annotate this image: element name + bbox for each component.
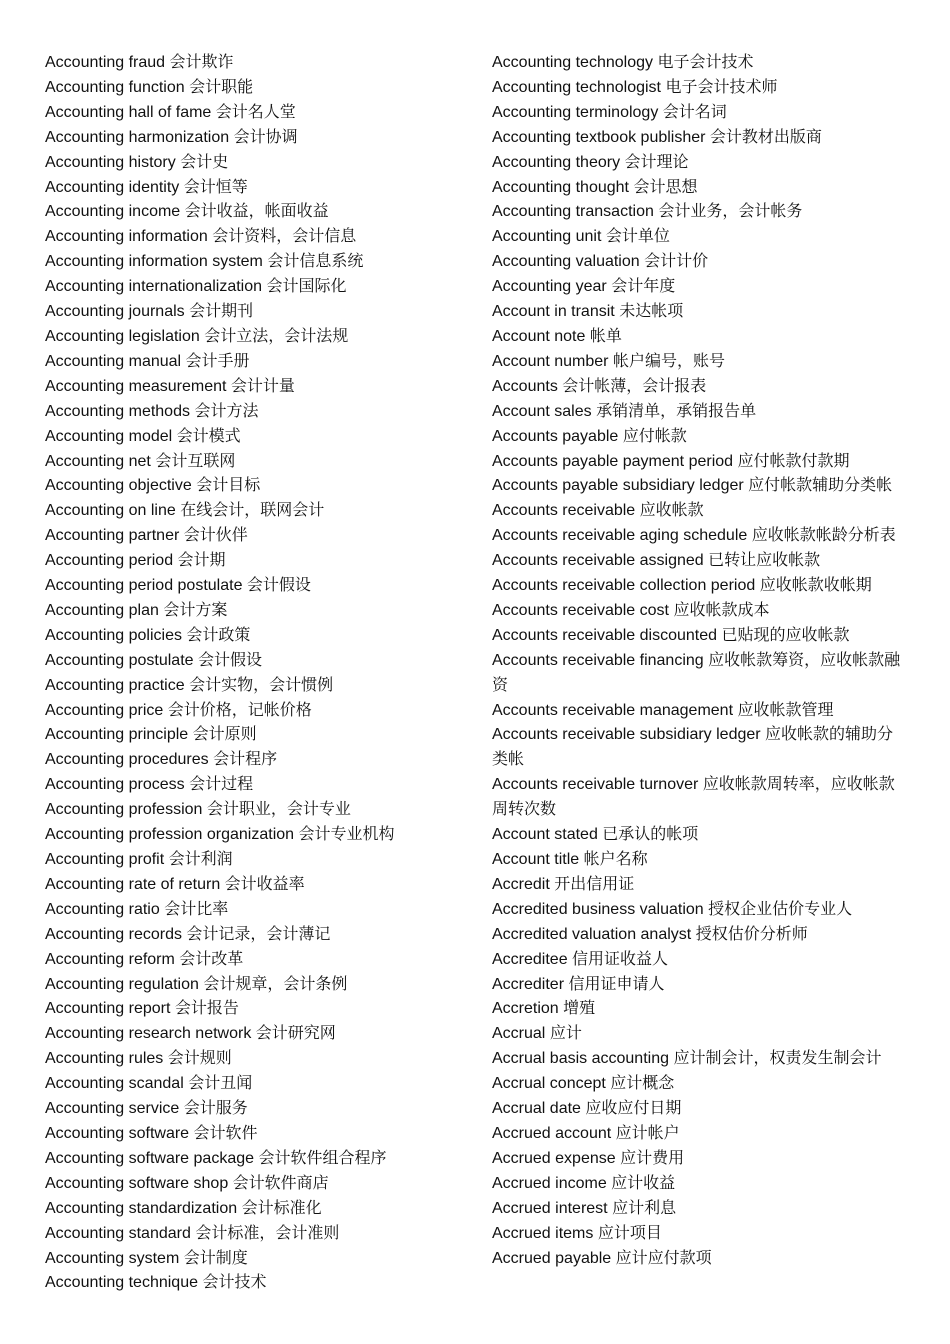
entry-term: Accrual xyxy=(492,1025,546,1043)
entry-term: Accounts receivable discounted xyxy=(492,626,718,644)
glossary-entry xyxy=(45,400,475,425)
glossary-entry xyxy=(492,101,907,126)
entry-translation: 会计标准，会计准则 xyxy=(195,1224,340,1242)
entry-translation: 会计名人堂 xyxy=(215,103,296,121)
glossary-entry xyxy=(45,948,475,973)
entry-term: Accounting software package xyxy=(45,1149,255,1167)
entry-translation: 应计应付款项 xyxy=(615,1249,712,1267)
glossary-entry xyxy=(492,699,907,724)
entry-translation: 已转让应收帐款 xyxy=(708,552,821,570)
entry-term: Accounting harmonization xyxy=(45,128,230,146)
entry-term: Accounts receivable collection period xyxy=(492,577,756,595)
entry-term: Accounting reform xyxy=(45,950,175,968)
glossary-entry xyxy=(492,450,907,475)
glossary-entry xyxy=(45,151,475,176)
entry-term: Accounting on line xyxy=(45,502,176,520)
entry-translation: 会计协调 xyxy=(233,128,298,146)
entry-term: Accrued income xyxy=(492,1174,607,1192)
glossary-entry xyxy=(45,225,475,250)
entry-translation: 帐单 xyxy=(589,327,622,345)
entry-term: Accounting terminology xyxy=(492,103,659,121)
entry-term: Accounting information system xyxy=(45,253,263,271)
glossary-entry xyxy=(492,151,907,176)
entry-term: Accounting transaction xyxy=(492,203,654,221)
entry-term: Accounting technique xyxy=(45,1274,198,1292)
entry-translation: 会计教材出版商 xyxy=(709,128,822,146)
entry-translation: 会计思想 xyxy=(633,178,698,196)
glossary-entry xyxy=(492,375,907,400)
entry-translation: 应计利息 xyxy=(612,1199,677,1217)
entry-term: Accounting information xyxy=(45,228,208,246)
glossary-entry xyxy=(45,425,475,450)
entry-term: Accounting report xyxy=(45,1000,171,1018)
entry-term: Accounting regulation xyxy=(45,975,199,993)
glossary-entry xyxy=(492,76,907,101)
glossary-entry xyxy=(492,1047,907,1072)
glossary-entry xyxy=(492,723,907,773)
glossary-entry xyxy=(45,450,475,475)
entry-translation: 会计比率 xyxy=(164,900,229,918)
glossary-entry xyxy=(492,873,907,898)
glossary-entry xyxy=(45,126,475,151)
entry-translation: 会计原则 xyxy=(192,726,257,744)
glossary-entry xyxy=(492,200,907,225)
entry-term: Accounting partner xyxy=(45,527,180,545)
entry-translation: 会计业务，会计帐务 xyxy=(658,203,803,221)
entry-translation: 会计帐薄，会计报表 xyxy=(562,377,707,395)
entry-term: Accounting standard xyxy=(45,1224,191,1242)
entry-term: Accounting period postulate xyxy=(45,577,243,595)
entry-translation: 会计名词 xyxy=(662,103,727,121)
entry-term: Accounts receivable management xyxy=(492,701,734,719)
entry-translation: 承销清单，承销报告单 xyxy=(596,402,757,420)
entry-term: Accounting year xyxy=(492,278,607,296)
glossary-entry xyxy=(45,1271,475,1296)
entry-translation: 应计帐户 xyxy=(615,1124,680,1142)
entry-translation: 会计改革 xyxy=(179,950,244,968)
glossary-entry xyxy=(492,823,907,848)
glossary-entry xyxy=(492,848,907,873)
entry-translation: 会计收益，帐面收益 xyxy=(184,203,329,221)
glossary-entry xyxy=(45,499,475,524)
glossary-entry xyxy=(45,723,475,748)
glossary-entry xyxy=(492,649,907,699)
glossary-entry xyxy=(492,250,907,275)
glossary-entry xyxy=(45,574,475,599)
entry-translation: 应收帐款成本 xyxy=(673,601,770,619)
glossary-entry xyxy=(45,973,475,998)
glossary-entry xyxy=(492,524,907,549)
glossary-entry xyxy=(492,773,907,823)
entry-term: Accounting technology xyxy=(492,54,653,71)
entry-term: Accounting rate of return xyxy=(45,875,221,893)
entry-translation: 帐户编号，账号 xyxy=(612,352,725,370)
entry-term: Accredited valuation analyst xyxy=(492,925,692,943)
entry-translation: 应收帐款筹资，应收帐款融资 xyxy=(492,651,901,694)
entry-term: Accrued interest xyxy=(492,1199,608,1217)
entry-term: Account stated xyxy=(492,826,598,844)
entry-term: Accredit xyxy=(492,875,550,893)
entry-translation: 会计价格，记帐价格 xyxy=(167,701,312,719)
glossary-entry xyxy=(45,773,475,798)
glossary-entry xyxy=(492,948,907,973)
entry-translation: 会计互联网 xyxy=(155,452,236,470)
entry-term: Accredited business valuation xyxy=(492,900,704,918)
entry-term: Accounting software shop xyxy=(45,1174,229,1192)
entry-term: Accounting measurement xyxy=(45,377,227,395)
entry-term: Accounts payable subsidiary ledger xyxy=(492,477,744,495)
entry-term: Accounting process xyxy=(45,776,185,794)
glossary-entry xyxy=(45,524,475,549)
entry-term: Accounting theory xyxy=(492,153,621,171)
entry-translation: 会计标准化 xyxy=(241,1199,322,1217)
entry-term: Accounting profit xyxy=(45,851,165,868)
glossary-entry xyxy=(45,101,475,126)
glossary-entry xyxy=(45,176,475,201)
entry-term: Accrual concept xyxy=(492,1075,606,1093)
entry-translation: 会计实物，会计惯例 xyxy=(189,676,334,694)
glossary-entry xyxy=(492,997,907,1022)
entry-translation: 会计软件商店 xyxy=(232,1174,329,1192)
glossary-entry xyxy=(45,1197,475,1222)
glossary-entry xyxy=(492,898,907,923)
entry-term: Accounting net xyxy=(45,452,151,470)
entry-term: Accounting rules xyxy=(45,1050,164,1068)
glossary-entry xyxy=(45,699,475,724)
glossary-entry xyxy=(45,798,475,823)
entry-translation: 会计欺诈 xyxy=(169,54,234,71)
entry-translation: 会计服务 xyxy=(183,1100,248,1118)
entry-term: Accounting manual xyxy=(45,352,182,370)
entry-translation: 应计概念 xyxy=(610,1075,675,1093)
entry-translation: 会计计价 xyxy=(644,253,709,271)
glossary-entry xyxy=(45,1097,475,1122)
glossary-entry xyxy=(492,275,907,300)
entry-term: Accounts receivable assigned xyxy=(492,552,704,570)
entry-translation: 会计丑闻 xyxy=(188,1075,253,1093)
entry-translation: 开出信用证 xyxy=(554,875,635,893)
entry-translation: 会计方案 xyxy=(163,601,228,619)
glossary-entry xyxy=(492,300,907,325)
glossary-entry xyxy=(492,599,907,624)
glossary-entry xyxy=(492,1247,907,1272)
entry-translation: 应收帐款 xyxy=(639,502,704,520)
glossary-entry xyxy=(492,1097,907,1122)
glossary-entry xyxy=(45,250,475,275)
glossary-entry xyxy=(45,375,475,400)
glossary-entry xyxy=(492,176,907,201)
entry-translation: 帐户名称 xyxy=(583,851,648,868)
glossary-entry xyxy=(492,1172,907,1197)
entry-term: Accounting software xyxy=(45,1124,190,1142)
entry-translation: 会计过程 xyxy=(189,776,254,794)
glossary-entry xyxy=(45,997,475,1022)
entry-translation: 在线会计，联网会计 xyxy=(180,502,325,520)
entry-term: Accounts receivable cost xyxy=(492,601,669,619)
entry-translation: 会计软件 xyxy=(193,1124,258,1142)
glossary-entry xyxy=(45,350,475,375)
entry-translation: 未达帐项 xyxy=(619,303,684,321)
entry-term: Accounting standardization xyxy=(45,1199,238,1217)
entry-term: Accounting journals xyxy=(45,303,185,321)
glossary-entry xyxy=(45,200,475,225)
entry-term: Accounting profession organization xyxy=(45,826,295,844)
glossary-entry xyxy=(45,1147,475,1172)
entry-term: Accounting system xyxy=(45,1249,180,1267)
glossary-entry xyxy=(45,300,475,325)
entry-translation: 会计期刊 xyxy=(189,303,254,321)
entry-translation: 会计资料，会计信息 xyxy=(212,228,357,246)
entry-term: Accounting objective xyxy=(45,477,192,495)
glossary-entry xyxy=(492,624,907,649)
glossary-entry xyxy=(492,51,907,76)
glossary-entry xyxy=(45,923,475,948)
glossary-entry xyxy=(45,1122,475,1147)
entry-term: Accounts receivable turnover xyxy=(492,776,699,794)
entry-term: Accounting legislation xyxy=(45,327,200,345)
entry-translation: 应计收益 xyxy=(611,1174,676,1192)
entry-term: Accounting internationalization xyxy=(45,278,263,296)
entry-translation: 会计职业，会计专业 xyxy=(206,801,351,819)
entry-translation: 会计方法 xyxy=(194,402,259,420)
entry-translation: 应收应付日期 xyxy=(585,1100,682,1118)
glossary-entry xyxy=(45,1072,475,1097)
entry-translation: 会计制度 xyxy=(183,1249,248,1267)
entry-translation: 会计信息系统 xyxy=(267,253,364,271)
entry-translation: 会计研究网 xyxy=(255,1025,336,1043)
glossary-entry xyxy=(45,599,475,624)
entry-translation: 会计年度 xyxy=(611,278,676,296)
entry-term: Accounting policies xyxy=(45,626,182,644)
glossary-entry xyxy=(45,624,475,649)
entry-translation: 已承认的帐项 xyxy=(602,826,699,844)
entry-term: Accounting practice xyxy=(45,676,185,694)
entry-translation: 会计期 xyxy=(177,552,226,570)
glossary-entry xyxy=(45,674,475,699)
entry-translation: 会计模式 xyxy=(176,427,241,445)
entry-translation: 会计规则 xyxy=(167,1050,232,1068)
entry-term: Accounting income xyxy=(45,203,181,221)
entry-term: Accounting unit xyxy=(492,228,602,246)
entry-translation: 应收帐款管理 xyxy=(737,701,834,719)
entry-term: Accounting records xyxy=(45,925,182,943)
entry-term: Accounting procedures xyxy=(45,751,209,769)
glossary-entry xyxy=(492,350,907,375)
entry-translation: 会计立法，会计法规 xyxy=(204,327,349,345)
glossary-entry xyxy=(492,574,907,599)
entry-translation: 已贴现的应收帐款 xyxy=(721,626,850,644)
glossary-entry xyxy=(492,973,907,998)
entry-translation: 应收帐款收帐期 xyxy=(759,577,872,595)
glossary-entry xyxy=(492,1122,907,1147)
entry-term: Accounting methods xyxy=(45,402,190,420)
entry-term: Account number xyxy=(492,352,609,370)
entry-translation: 会计政策 xyxy=(186,626,251,644)
entry-translation: 应计 xyxy=(549,1025,582,1043)
glossary-entry xyxy=(492,549,907,574)
entry-translation: 电子会计技术 xyxy=(657,54,754,71)
glossary-entry xyxy=(492,325,907,350)
entry-translation: 会计软件组合程序 xyxy=(258,1149,387,1167)
entry-term: Accrued expense xyxy=(492,1149,616,1167)
glossary-entry xyxy=(492,1072,907,1097)
glossary-entry xyxy=(45,649,475,674)
entry-term: Accounts receivable aging schedule xyxy=(492,527,748,545)
entry-term: Accounts receivable xyxy=(492,502,636,520)
entry-term: Accounting history xyxy=(45,153,176,171)
glossary-entry xyxy=(45,549,475,574)
entry-term: Accounting period xyxy=(45,552,174,570)
entry-term: Accreditee xyxy=(492,950,568,968)
entry-translation: 会计利润 xyxy=(168,851,233,868)
entry-term: Accounting model xyxy=(45,427,173,445)
entry-translation: 会计假设 xyxy=(246,577,311,595)
entry-term: Accounting profession xyxy=(45,801,203,819)
entry-term: Account title xyxy=(492,851,580,868)
glossary-entry xyxy=(492,1222,907,1247)
entry-term: Accounting plan xyxy=(45,601,159,619)
entry-term: Accrediter xyxy=(492,975,565,993)
entry-term: Accounting principle xyxy=(45,726,189,744)
entry-term: Accounts xyxy=(492,377,558,395)
glossary-entry xyxy=(45,823,475,848)
entry-term: Accounts payable xyxy=(492,427,619,445)
entry-translation: 会计伙伴 xyxy=(183,527,248,545)
entry-translation: 会计技术 xyxy=(202,1274,267,1292)
entry-translation: 会计专业机构 xyxy=(298,826,395,844)
glossary-entry xyxy=(45,51,475,76)
entry-translation: 授权估价分析师 xyxy=(695,925,808,943)
entry-translation: 会计理论 xyxy=(624,153,689,171)
entry-term: Accounting ratio xyxy=(45,900,160,918)
entry-translation: 电子会计技术师 xyxy=(665,78,778,96)
entry-term: Accounts payable payment period xyxy=(492,452,734,470)
glossary-entry xyxy=(45,1047,475,1072)
entry-translation: 会计规章，会计条例 xyxy=(203,975,348,993)
entry-term: Accounting valuation xyxy=(492,253,640,271)
entry-translation: 会计收益率 xyxy=(224,875,305,893)
glossary-entry xyxy=(45,1247,475,1272)
entry-translation: 会计目标 xyxy=(196,477,261,495)
entry-translation: 应付帐款 xyxy=(622,427,687,445)
glossary-entry xyxy=(492,499,907,524)
glossary-entry xyxy=(45,848,475,873)
glossary-entry xyxy=(45,873,475,898)
entry-translation: 会计计量 xyxy=(230,377,295,395)
glossary-entry xyxy=(492,400,907,425)
entry-translation: 信用证收益人 xyxy=(572,950,669,968)
entry-translation: 会计单位 xyxy=(605,228,670,246)
glossary-right-column xyxy=(492,51,907,1271)
entry-term: Accrual basis accounting xyxy=(492,1050,669,1068)
glossary-entry xyxy=(492,1197,907,1222)
entry-term: Accounts receivable financing xyxy=(492,651,704,669)
entry-translation: 应收帐款的辅助分类帐 xyxy=(492,726,894,769)
entry-term: Accounting fraud xyxy=(45,54,166,71)
glossary-entry xyxy=(45,1222,475,1247)
glossary-entry xyxy=(45,1172,475,1197)
entry-translation: 应收帐款帐龄分析表 xyxy=(751,527,896,545)
entry-translation: 应计制会计，权责发生制会计 xyxy=(673,1050,882,1068)
entry-translation: 应付帐款辅助分类帐 xyxy=(748,477,893,495)
glossary-entry xyxy=(45,275,475,300)
entry-term: Accounting thought xyxy=(492,178,629,196)
glossary-entry xyxy=(492,225,907,250)
glossary-entry xyxy=(45,325,475,350)
entry-term: Accounting textbook publisher xyxy=(492,128,706,146)
entry-translation: 会计史 xyxy=(180,153,229,171)
entry-term: Accounting price xyxy=(45,701,164,719)
entry-term: Accounting scandal xyxy=(45,1075,184,1093)
entry-translation: 会计报告 xyxy=(174,1000,239,1018)
entry-translation: 会计手册 xyxy=(185,352,250,370)
entry-translation: 增殖 xyxy=(563,1000,596,1018)
entry-term: Accounting hall of fame xyxy=(45,103,212,121)
glossary-entry xyxy=(45,748,475,773)
entry-translation: 会计假设 xyxy=(198,651,263,669)
entry-term: Account in transit xyxy=(492,303,615,321)
glossary-entry xyxy=(492,425,907,450)
glossary-entry xyxy=(492,1022,907,1047)
entry-translation: 应付帐款付款期 xyxy=(737,452,850,470)
entry-translation: 信用证申请人 xyxy=(568,975,665,993)
entry-term: Account note xyxy=(492,327,586,345)
entry-term: Accounting identity xyxy=(45,178,180,196)
glossary-entry xyxy=(45,898,475,923)
glossary-left-column xyxy=(45,51,475,1296)
glossary-entry xyxy=(492,474,907,499)
glossary-entry xyxy=(45,474,475,499)
glossary-entry xyxy=(45,1022,475,1047)
entry-translation: 应计项目 xyxy=(597,1224,662,1242)
glossary-entry xyxy=(492,1147,907,1172)
entry-term: Accounting postulate xyxy=(45,651,194,669)
entry-term: Accounting function xyxy=(45,78,185,96)
entry-translation: 会计职能 xyxy=(189,78,254,96)
entry-term: Accrued payable xyxy=(492,1249,612,1267)
entry-term: Accrued account xyxy=(492,1124,612,1142)
entry-term: Accrual date xyxy=(492,1100,581,1118)
glossary-entry xyxy=(45,76,475,101)
entry-term: Account sales xyxy=(492,402,592,420)
entry-translation: 会计记录，会计薄记 xyxy=(186,925,331,943)
entry-translation: 授权企业估价专业人 xyxy=(708,900,853,918)
entry-term: Accrued items xyxy=(492,1224,594,1242)
entry-term: Accretion xyxy=(492,1000,559,1018)
entry-term: Accounting research network xyxy=(45,1025,252,1043)
glossary-entry xyxy=(492,126,907,151)
entry-translation: 应计费用 xyxy=(620,1149,685,1167)
entry-term: Accounting technologist xyxy=(492,78,661,96)
entry-term: Accounting service xyxy=(45,1100,180,1118)
entry-translation: 会计国际化 xyxy=(266,278,347,296)
entry-translation: 会计程序 xyxy=(213,751,278,769)
entry-term: Accounts receivable subsidiary ledger xyxy=(492,726,761,744)
entry-translation: 应收帐款周转率，应收帐款周转次数 xyxy=(492,776,895,819)
glossary-entry xyxy=(492,923,907,948)
entry-translation: 会计恒等 xyxy=(183,178,248,196)
